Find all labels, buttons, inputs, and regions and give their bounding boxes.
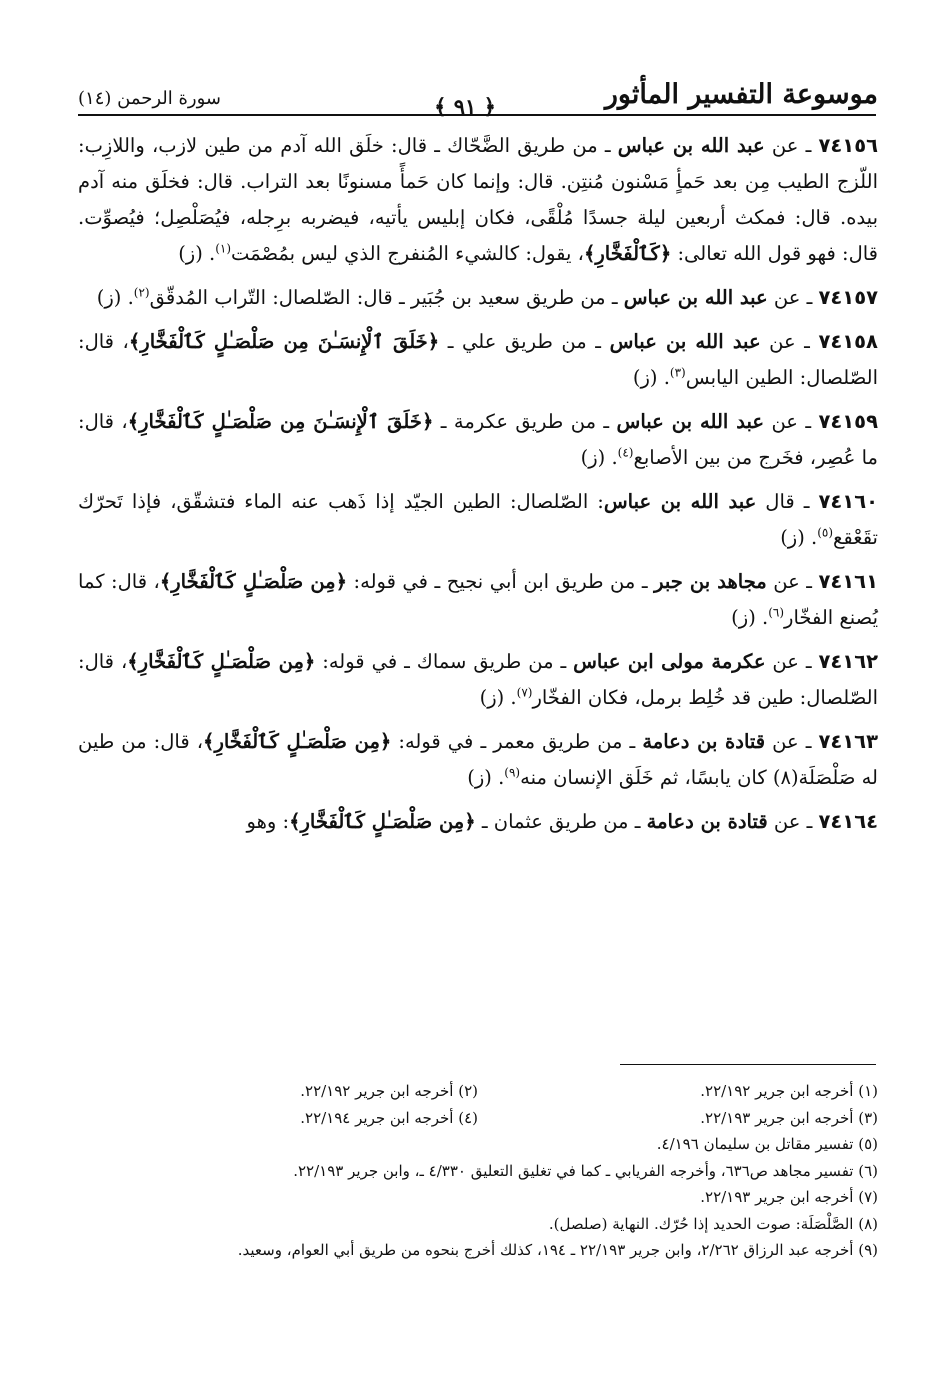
- footnote-ref: (٧): [516, 685, 533, 700]
- entry-number: ٧٤١٥٩: [818, 410, 878, 433]
- entry-text-after: ، قال: الصّلصال: طين قد خُلِط برمل، فكان الفخّار: [78, 650, 878, 709]
- entry-number: ٧٤١٥٦: [818, 134, 878, 157]
- body-text: [78, 128, 878, 848]
- narrator: مجاهد بن جبر: [654, 570, 767, 593]
- entry-prefix: ـ عن: [765, 730, 819, 753]
- entry-text: ـ من طريق معمر ـ في قوله:: [391, 730, 643, 753]
- narrator: عبد الله بن عباس: [609, 330, 761, 353]
- entry-text: ـ من طريق علي ـ: [439, 330, 610, 353]
- entry-74160: [78, 484, 878, 556]
- quran-quote: ﴿مِن صَلْصَـٰلٍ كَٱلْفَخَّارِ﴾: [203, 730, 392, 753]
- footnote-row: [78, 1105, 878, 1132]
- narrator: قتادة بن دعامة: [642, 730, 766, 753]
- footnote-1: (١) أخرجه ابن جرير ٢٢/١٩٢.: [700, 1082, 878, 1100]
- header-divider: [78, 114, 876, 116]
- entry-text-after: ، قال: كما يُصنع الفخّار: [78, 570, 878, 629]
- entry-text: ـ من طريق الضَّحّاك ـ قال: خلَق الله آدم من طين لازب، واللازِب: اللّزج الطيب مِن بعد حَمأٍ مَسْنون مُنتِن. قال: وإنما كان حَمأً مسنونًا بعد التراب. قال: فخلَق منه آدم بيده. قال: فمكث أربعين ليلة جسدًا مُلْقًى، فكان إبليس يأتيه، فيضربه برِجله، فيُصَلْصِل؛ فيُصوِّت. قال: فهو قول الله تعالى:: [78, 134, 878, 265]
- entry-number: ٧٤١٥٧: [818, 286, 878, 309]
- quran-quote: ﴿مِن صَلْصَـٰلٍ كَٱلْفَخَّارِ﴾: [159, 570, 348, 593]
- footnote-4: (٤) أخرجه ابن جرير ٢٢/١٩٤.: [300, 1108, 478, 1127]
- quran-quote: ﴿خَلَقَ ٱلْإِنسَـٰنَ مِن صَلْصَـٰلٍ كَٱلْفَخَّارِ﴾: [128, 330, 440, 353]
- entry-74164: [78, 804, 878, 840]
- footnote-9: (٩) أخرجه عبد الرزاق ٢/٢٦٢، وابن جرير ٢٢/١٩٣ ـ ١٩٤، كذلك أخرج بنحوه من طريق أبي العوام، وسعيد.: [237, 1241, 878, 1259]
- footnote-ref: (٢): [133, 285, 150, 300]
- grade-mark: . (ز): [632, 366, 670, 389]
- narrator: عبد الله بن عباس: [616, 410, 765, 433]
- entry-text-after: ، قال: من طين له صَلْصَلَة(٨) كان يابسًا، ثم خَلَق الإنسان منه: [78, 730, 878, 789]
- footnote-ref: (٦): [768, 605, 785, 620]
- book-title: موسوعة التفسير المأثور: [604, 79, 878, 110]
- entry-prefix: ـ عن: [767, 810, 819, 833]
- footnote-divider: [620, 1064, 876, 1065]
- entry-prefix: ـ عن: [760, 330, 819, 353]
- entry-74156: [78, 128, 878, 272]
- quran-quote: ﴿خَلَقَ ٱلْإِنسَـٰنَ مِن صَلْصَـٰلٍ كَٱلْفَخَّارِ﴾: [127, 410, 434, 433]
- footnotes: [78, 1078, 878, 1264]
- entry-prefix: ـ عن: [764, 410, 819, 433]
- entry-text: ـ من طريق عثمان ـ: [475, 810, 647, 833]
- footnote-7: (٧) أخرجه ابن جرير ٢٢/١٩٣.: [700, 1188, 878, 1206]
- entry-74159: [78, 404, 878, 476]
- entry-74163: [78, 724, 878, 796]
- footnote-ref: (١): [215, 241, 232, 256]
- entry-prefix: ـ عن: [766, 570, 819, 593]
- entry-text-after: ، قال: ما عُصِر، فخَرج من بين الأصابع: [78, 410, 878, 469]
- entry-text: : الصّلصال: الطين الجيّد إذا ذَهب عنه الماء فتشقّق، فإذا تَحرّك تقَعْقع: [78, 490, 878, 549]
- grade-mark: . (ز): [467, 766, 505, 789]
- entry-number: ٧٤١٦٣: [818, 730, 878, 753]
- entry-prefix: ـ قال: [756, 490, 819, 513]
- page-number: ﴿ ٩١ ﴾: [434, 94, 496, 119]
- grade-mark: . (ز): [178, 242, 216, 265]
- narrator: عكرمة مولى ابن عباس: [573, 650, 766, 673]
- narrator: عبد الله بن عباس: [603, 490, 757, 513]
- entry-text: ـ من طريق ابن أبي نجيح ـ في قوله:: [347, 570, 655, 593]
- entry-74161: [78, 564, 878, 636]
- entry-74158: [78, 324, 878, 396]
- entry-number: ٧٤١٦١: [818, 570, 878, 593]
- entry-prefix: ـ عن: [767, 286, 819, 309]
- entry-text: ـ من طريق سماك ـ في قوله:: [315, 650, 574, 673]
- surah-title: سورة الرحمن (١٤): [78, 88, 221, 109]
- grade-mark: . (ز): [479, 686, 517, 709]
- grade-mark: . (ز): [780, 526, 818, 549]
- grade-mark: . (ز): [580, 446, 618, 469]
- quran-quote: ﴿مِن صَلْصَـٰلٍ كَٱلْفَخَّارِ﴾: [127, 650, 316, 673]
- grade-mark: . (ز): [96, 286, 134, 309]
- footnote-3: (٣) أخرجه ابن جرير ٢٢/١٩٣.: [700, 1108, 878, 1127]
- footnote-5: (٥) تفسير مقاتل بن سليمان ٤/١٩٦.: [656, 1135, 878, 1153]
- footnote-ref: (٥): [817, 525, 834, 540]
- entry-text-after: : وهو: [246, 810, 290, 833]
- footnote-ref: (٣): [669, 365, 686, 380]
- narrator: قتادة بن دعامة: [646, 810, 768, 833]
- footnote-ref: (٤): [617, 445, 634, 460]
- entry-prefix: ـ عن: [764, 134, 819, 157]
- footnote-8: (٨) الصَّلْصَلَة: صوت الحديد إذا حُرّك. النهاية (صلصل).: [548, 1214, 878, 1233]
- entry-text: ـ من طريق عكرمة ـ: [433, 410, 617, 433]
- footnote-row: [78, 1078, 878, 1105]
- narrator: عبد الله بن عباس: [623, 286, 768, 309]
- footnote-ref: (٩): [504, 765, 521, 780]
- quran-quote: ﴿كَٱلْفَخَّارِ﴾: [583, 242, 672, 265]
- entry-number: ٧٤١٥٨: [818, 330, 878, 353]
- entry-74157: [78, 280, 878, 316]
- footnote-2: (٢) أخرجه ابن جرير ٢٢/١٩٢.: [300, 1082, 478, 1100]
- entry-74162: [78, 644, 878, 716]
- narrator: عبد الله بن عباس: [617, 134, 765, 157]
- entry-number: ٧٤١٦٢: [818, 650, 878, 673]
- entry-text-after: ، قال: الصّلصال: الطين اليابس: [78, 330, 878, 389]
- quran-quote: ﴿مِن صَلْصَـٰلٍ كَٱلْفَخَّارِ﴾: [289, 810, 476, 833]
- entry-text-after: ، يقول: كالشيء المُنفرج الذي ليس بمُصْمَت: [231, 242, 584, 265]
- footnote-6: (٦) تفسير مجاهد ص٦٣٦، وأخرجه الفريابي ـ كما في تغليق التعليق ٤/٣٣٠ ـ، وابن جرير ٢٢/١٩٣.: [293, 1161, 878, 1180]
- entry-number: ٧٤١٦٤: [818, 810, 878, 833]
- entry-number: ٧٤١٦٠: [818, 490, 878, 513]
- entry-text: ـ من طريق سعيد بن جُبَير ـ قال: الصّلصال: التّراب المُدقّق: [149, 286, 624, 309]
- grade-mark: . (ز): [731, 606, 769, 629]
- entry-prefix: ـ عن: [765, 650, 819, 673]
